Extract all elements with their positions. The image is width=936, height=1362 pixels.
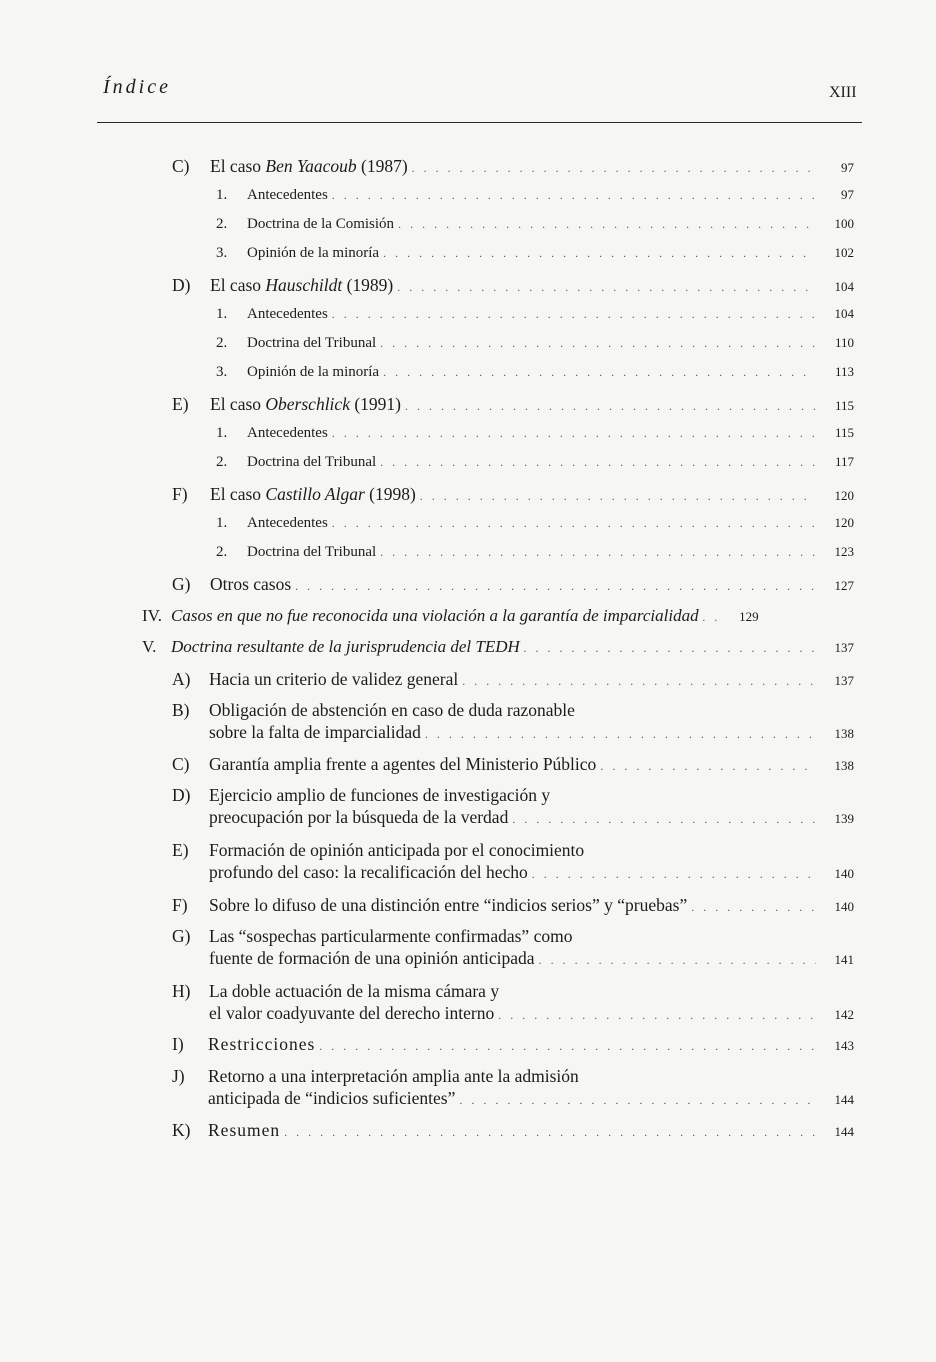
toc-entry[interactable] <box>172 785 854 833</box>
toc-marker: C) <box>172 156 190 176</box>
dot-leader <box>412 161 816 176</box>
dot-leader <box>405 399 816 414</box>
dot-leader <box>332 426 816 441</box>
toc-text: Antecedentes <box>247 515 328 531</box>
toc-text <box>210 394 401 415</box>
toc-text-line2: el valor coadyuvante del derecho interno <box>209 1003 495 1023</box>
toc-page: 137 <box>834 640 854 655</box>
toc-marker: I) <box>172 1034 184 1054</box>
toc-text-line2: preocupación por la búsqueda de la verdad <box>209 807 509 827</box>
toc-marker: 2. <box>216 216 228 232</box>
toc-text: Sobre lo difuso de una distinción entre “indicios serios” y “pruebas” <box>209 895 688 915</box>
toc-text-line2: fuente de formación de una opinión anticipada <box>209 948 535 968</box>
toc-text: Otros casos <box>210 574 292 594</box>
toc-entry[interactable] <box>172 275 854 299</box>
toc-page: 141 <box>834 952 854 967</box>
dot-leader <box>691 900 816 915</box>
dot-leader <box>600 759 816 774</box>
page-number: XIII <box>829 84 857 101</box>
toc-page: 117 <box>834 454 854 469</box>
toc-entry[interactable] <box>216 306 854 328</box>
toc-entry[interactable] <box>172 484 854 508</box>
toc-entry[interactable] <box>172 574 854 598</box>
dot-leader <box>295 579 816 594</box>
toc-text-line2: anticipada de “indicios suficientes” <box>208 1088 456 1108</box>
dot-leader <box>284 1125 816 1140</box>
toc-text: Doctrina de la Comisión <box>247 216 395 232</box>
dot-leader <box>380 455 816 470</box>
toc-marker: V. <box>142 637 157 656</box>
toc-entry[interactable] <box>172 895 854 919</box>
toc-entry[interactable] <box>216 187 854 209</box>
toc-marker: G) <box>172 574 191 594</box>
toc-text-line2: profundo del caso: la recalificación del hecho <box>209 862 528 882</box>
toc-marker: B) <box>172 700 190 720</box>
toc-marker: 1. <box>216 306 228 322</box>
toc-entry[interactable] <box>216 425 854 447</box>
toc-entry[interactable] <box>216 216 854 238</box>
toc-page: 115 <box>834 425 854 440</box>
toc-text: Doctrina resultante de la jurisprudencia del TEDH <box>171 637 520 656</box>
toc-page: 100 <box>834 216 854 231</box>
toc-text-part: El caso <box>210 275 266 295</box>
toc-entry[interactable] <box>216 335 854 357</box>
toc-text-line1: Formación de opinión anticipada por el conocimiento <box>209 840 585 860</box>
toc-entry[interactable] <box>216 245 854 267</box>
toc-text: Doctrina del Tribunal <box>247 544 377 560</box>
toc-marker: 1. <box>216 187 228 203</box>
toc-marker: E) <box>172 394 189 414</box>
dot-leader <box>462 674 816 689</box>
toc-page: 115 <box>834 398 854 413</box>
toc-text: Doctrina del Tribunal <box>247 454 377 470</box>
toc-text: Antecedentes <box>247 306 328 322</box>
toc-entry[interactable] <box>216 515 854 537</box>
toc-text-part: (1987) <box>356 156 408 176</box>
toc-text-part: (1991) <box>349 394 401 414</box>
toc-entry[interactable] <box>172 156 854 180</box>
toc-page: 138 <box>834 726 854 741</box>
dot-leader <box>532 867 816 882</box>
toc-page: 140 <box>834 866 854 881</box>
toc-page: 144 <box>834 1124 854 1139</box>
case-name: Castillo Algar <box>265 484 365 504</box>
case-name: Hauschildt <box>265 275 343 295</box>
toc-page: 143 <box>834 1038 854 1053</box>
toc-page: 102 <box>834 245 854 260</box>
toc-marker: H) <box>172 981 191 1001</box>
dot-leader <box>524 641 816 656</box>
toc-text-part: El caso <box>210 394 266 414</box>
toc-marker: G) <box>172 926 191 946</box>
toc-text: Casos en que no fue reconocida una violación a la garantía de imparcialidad <box>171 606 699 625</box>
toc-text-part: (1998) <box>364 484 416 504</box>
toc-text: Opinión de la minoría <box>247 364 380 380</box>
toc-page: 120 <box>834 488 854 503</box>
case-name: Ben Yaacoub <box>265 156 357 176</box>
running-title: Índice <box>103 76 171 98</box>
toc-text-line1: Ejercicio amplio de funciones de investigación y <box>209 785 551 805</box>
dot-leader <box>512 812 816 827</box>
toc-text-part: (1989) <box>342 275 394 295</box>
toc-entry[interactable] <box>172 394 854 418</box>
toc-text: Doctrina del Tribunal <box>247 335 377 351</box>
toc-entry[interactable] <box>172 926 854 974</box>
toc-marker: C) <box>172 754 190 774</box>
toc-page: 104 <box>834 306 854 321</box>
toc-entry[interactable] <box>172 700 854 748</box>
toc-marker: F) <box>172 895 188 915</box>
toc-text <box>210 156 408 177</box>
dot-leader <box>319 1039 816 1054</box>
toc-text: Opinión de la minoría <box>247 245 380 261</box>
toc-marker: 2. <box>216 335 228 351</box>
toc-text <box>210 275 393 296</box>
toc-text-line1: Obligación de abstención en caso de duda razonable <box>209 700 575 720</box>
toc-page: 140 <box>834 899 854 914</box>
case-name: Oberschlick <box>265 394 350 414</box>
toc-marker: F) <box>172 484 188 504</box>
toc-page: 127 <box>834 578 854 593</box>
toc-text: Restricciones <box>208 1034 316 1054</box>
toc-entry[interactable] <box>172 669 854 693</box>
dot-leader <box>398 217 816 232</box>
toc-text-line1: La doble actuación de la misma cámara y <box>209 981 500 1001</box>
toc-page: 142 <box>834 1007 854 1022</box>
dot-leader <box>703 610 721 625</box>
toc-marker: E) <box>172 840 189 860</box>
toc-entry[interactable] <box>216 364 854 386</box>
toc-page: 139 <box>834 811 854 826</box>
toc-page: 120 <box>834 515 854 530</box>
toc-entry[interactable] <box>172 754 854 778</box>
toc-marker: 3. <box>216 364 228 380</box>
toc-entry[interactable] <box>216 544 854 566</box>
toc-page: 144 <box>834 1092 854 1107</box>
toc-page: 113 <box>834 364 854 379</box>
toc-text-line2: sobre la falta de imparcialidad <box>209 722 421 742</box>
toc-text: Garantía amplia frente a agentes del Ministerio Público <box>209 754 597 774</box>
toc-text-part: El caso <box>210 156 266 176</box>
toc-entry[interactable] <box>172 1066 854 1114</box>
toc-text-part: El caso <box>210 484 266 504</box>
toc-marker: IV. <box>142 606 162 625</box>
toc-marker: D) <box>172 785 191 805</box>
dot-leader <box>380 545 816 560</box>
toc-page: 123 <box>834 544 854 559</box>
toc-marker: 1. <box>216 515 228 531</box>
toc-marker: 3. <box>216 245 228 261</box>
toc-page: 138 <box>834 758 854 773</box>
toc-page: 104 <box>834 279 854 294</box>
toc-entry[interactable] <box>172 840 854 888</box>
toc-text <box>210 484 416 505</box>
toc-marker: 1. <box>216 425 228 441</box>
dot-leader <box>380 336 816 351</box>
toc-marker: 2. <box>216 454 228 470</box>
toc-text: Antecedentes <box>247 187 328 203</box>
toc-text: Resumen <box>208 1120 281 1140</box>
toc-page: 129 <box>739 609 759 624</box>
toc-page: 97 <box>841 160 854 175</box>
dot-leader <box>539 953 816 968</box>
dot-leader <box>332 188 816 203</box>
toc-text-line1: Retorno a una interpretación amplia ante la admisión <box>208 1066 579 1086</box>
toc-marker: K) <box>172 1120 191 1140</box>
dot-leader <box>332 307 816 322</box>
dot-leader <box>459 1093 816 1108</box>
toc-entry[interactable] <box>216 454 854 476</box>
dot-leader <box>383 246 816 261</box>
toc-marker: J) <box>172 1066 185 1086</box>
toc-text: Antecedentes <box>247 425 328 441</box>
toc-page: 97 <box>841 187 854 202</box>
toc-marker: D) <box>172 275 191 295</box>
dot-leader <box>425 727 816 742</box>
toc-marker: A) <box>172 669 191 689</box>
toc-entry[interactable] <box>172 1034 854 1058</box>
toc-marker: 2. <box>216 544 228 560</box>
toc-entry[interactable] <box>172 1120 854 1144</box>
toc-text-line1: Las “sospechas particularmente confirmadas” como <box>209 926 573 946</box>
dot-leader <box>332 516 816 531</box>
toc-entry[interactable] <box>142 637 854 661</box>
dot-leader <box>420 489 816 504</box>
toc-text: Hacia un criterio de validez general <box>209 669 459 689</box>
toc-page: 110 <box>834 335 854 350</box>
dot-leader <box>383 365 816 380</box>
dot-leader <box>498 1008 816 1023</box>
toc-page: 137 <box>834 673 854 688</box>
toc-entry[interactable] <box>172 981 854 1029</box>
toc-entry[interactable] <box>142 606 854 630</box>
dot-leader <box>397 280 816 295</box>
